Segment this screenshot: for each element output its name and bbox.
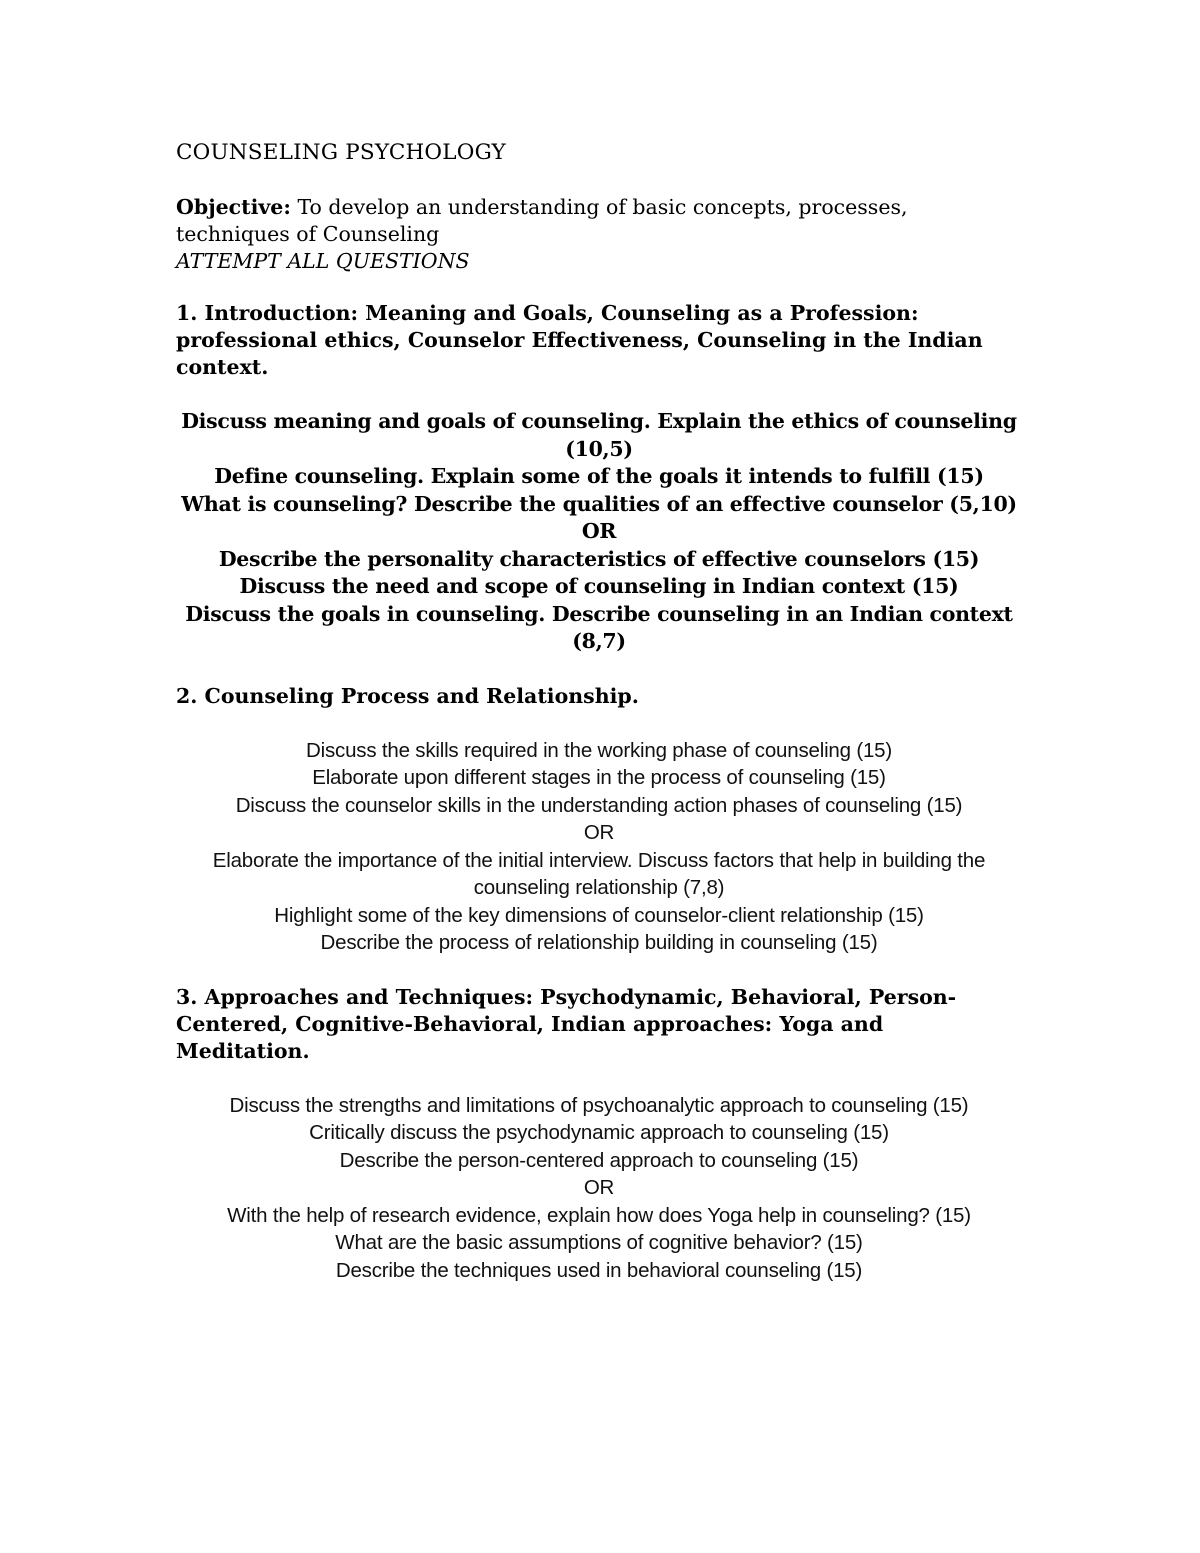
section-1-questions xyxy=(156,408,1042,656)
question: Describe the techniques used in behavioral counseling (15) xyxy=(335,1258,863,1282)
question: Discuss the strengths and limitations of psychoanalytic approach to counseling (15) xyxy=(229,1093,969,1117)
objective-text: To develop an understanding of basic concepts, processes, techniques of Counseling xyxy=(176,195,908,246)
question: What are the basic assumptions of cognitive behavior? (15) xyxy=(335,1231,863,1254)
question: Discuss the skills required in the working phase of counseling (15) xyxy=(306,738,892,762)
section-2-heading: 2. Counseling Process and Relationship. xyxy=(176,683,639,708)
question: Discuss the goals in counseling. Describe counseling in an Indian context (8,7) xyxy=(185,601,1013,653)
or-separator: OR xyxy=(581,519,617,543)
question: Highlight some of the key dimensions of counselor-client relationship (15) xyxy=(274,903,924,927)
question: Discuss the counselor skills in the understanding action phases of counseling (15) xyxy=(235,793,963,817)
question: Describe the process of relationship building in counseling (15) xyxy=(320,931,878,954)
question: Discuss the need and scope of counseling in Indian context (15) xyxy=(239,574,959,598)
question: Elaborate the importance of the initial interview. Discuss factors that help in building the counseling relationship (7,8) xyxy=(212,848,986,899)
question: With the help of research evidence, explain how does Yoga help in counseling? (15) xyxy=(227,1203,971,1227)
objective-label: Objective: xyxy=(176,195,291,219)
question: Describe the personality characteristics of effective counselors (15) xyxy=(218,546,980,571)
objective xyxy=(176,194,1022,248)
question: Critically discuss the psychodynamic approach to counseling (15) xyxy=(309,1121,889,1144)
or-separator: OR xyxy=(583,821,615,844)
document-title: COUNSELING PSYCHOLOGY xyxy=(176,140,506,165)
question: Define counseling. Explain some of the goals it intends to fulfill (15) xyxy=(214,464,984,488)
or-separator: OR xyxy=(583,1176,615,1199)
question: Discuss meaning and goals of counseling. Explain the ethics of counseling (10,5) xyxy=(181,409,1017,461)
section-3-questions xyxy=(156,1092,1042,1285)
section-1-heading: 1. Introduction: Meaning and Goals, Counseling as a Profession: professional ethics, Counselor Effectiveness, Counseling in the Indian context. xyxy=(176,301,983,379)
instruction: ATTEMPT ALL QUESTIONS xyxy=(176,249,470,273)
section-3-heading: 3. Approaches and Techniques: Psychodynamic, Behavioral, Person-Centered, Cognitive-Behavioral, Indian approaches: Yoga and Meditation. xyxy=(176,984,957,1063)
question: What is counseling? Describe the qualities of an effective counselor (5,10) xyxy=(181,491,1017,516)
question: Elaborate upon different stages in the process of counseling (15) xyxy=(312,766,886,789)
question: Describe the person-centered approach to counseling (15) xyxy=(339,1148,859,1172)
section-2-questions xyxy=(156,737,1042,957)
document-body xyxy=(176,138,1022,1311)
